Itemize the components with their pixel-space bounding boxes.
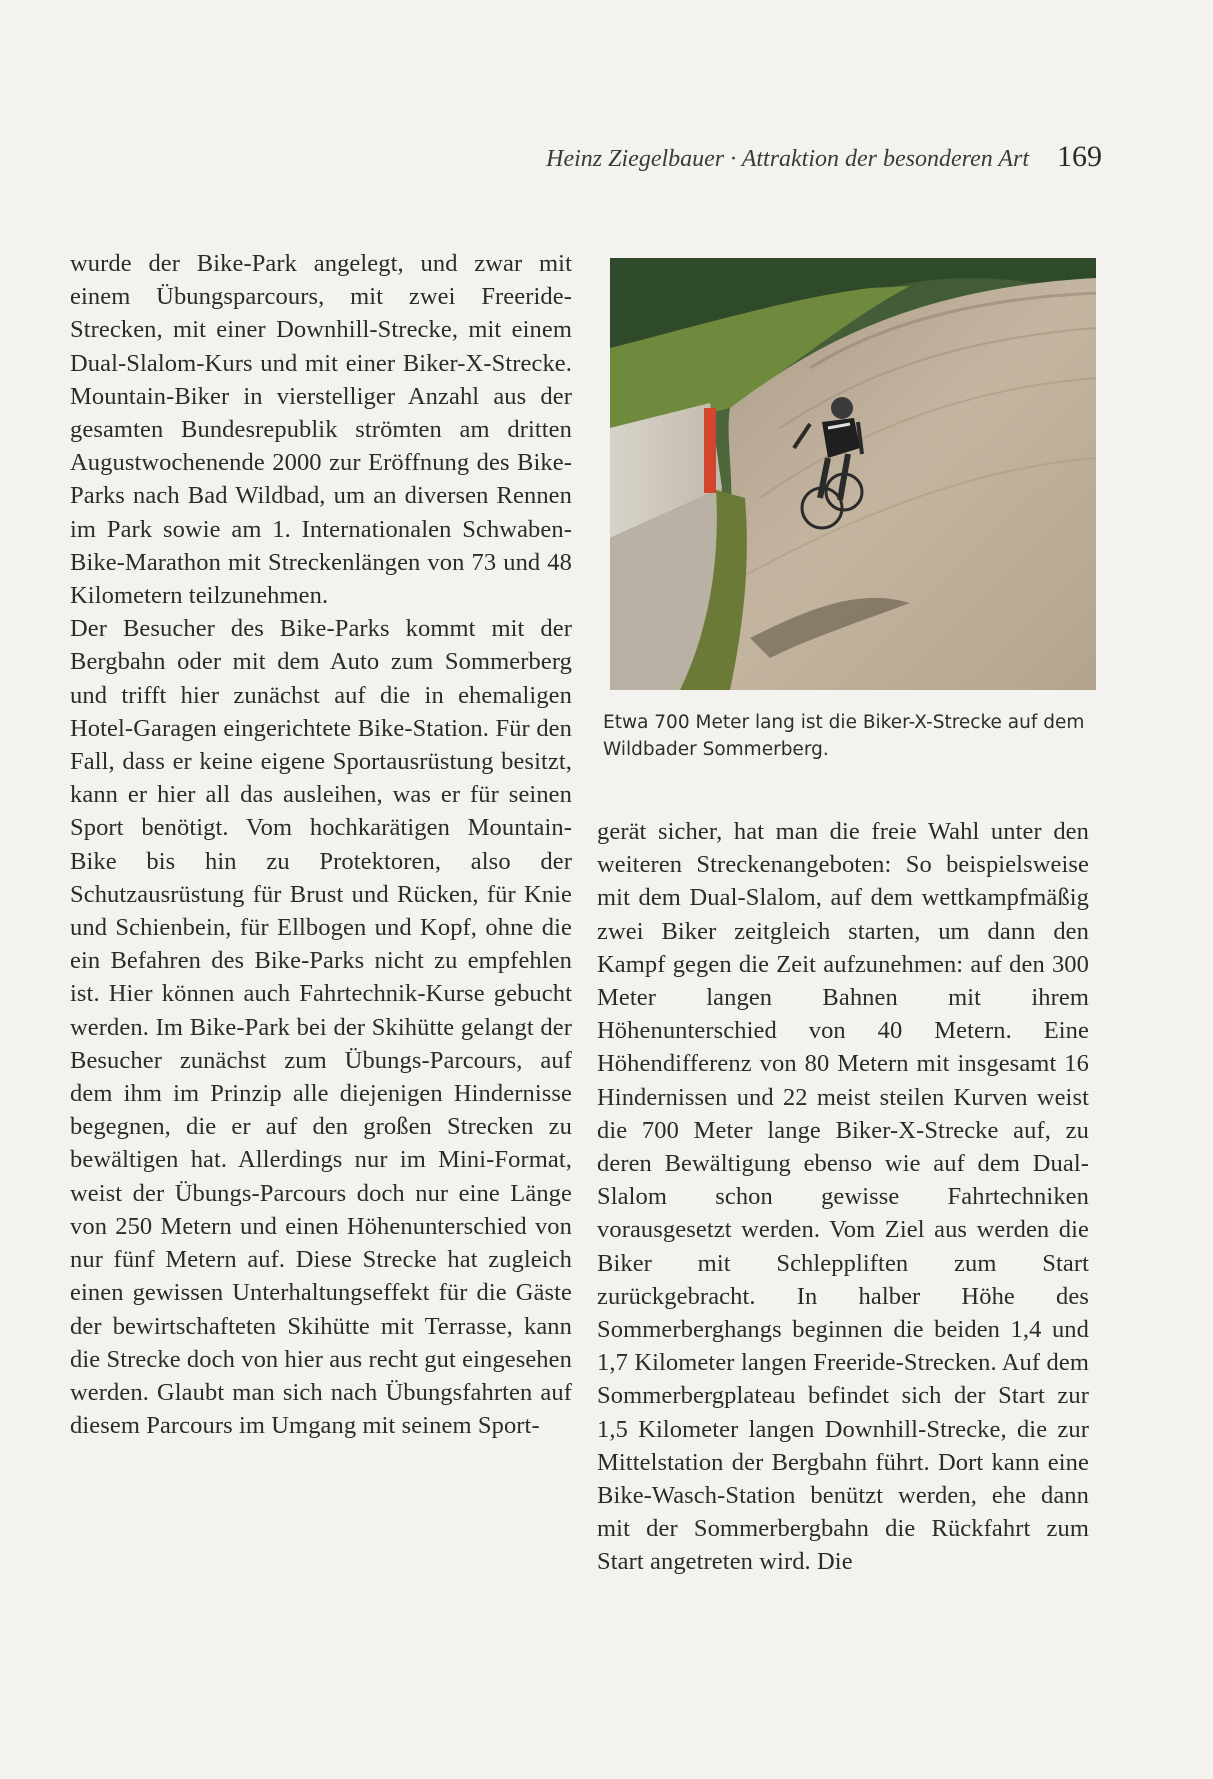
left-column xyxy=(70,247,572,1667)
page-header xyxy=(420,140,1102,174)
running-head: Heinz Ziegelbauer · Attraktion der besonderen Art xyxy=(546,146,1029,172)
page-number: 169 xyxy=(1057,140,1102,173)
right-column xyxy=(597,815,1089,1655)
right-paragraph-1: gerät sicher, hat man die freie Wahl unter den weiteren Streckenangeboten: So beispielsweise mit dem Dual-Slalom, auf dem wettkampfmäßig zwei Biker zeitgleich starten, um dann den Kampf gegen die Zeit aufzunehmen: auf den 300 Meter langen Bahnen mit ihrem Höhenunterschied von 40 Metern. Eine Höhendifferenz von 80 Metern mit insgesamt 16 Hindernissen und 22 meist steilen Kurven weist die 700 Meter lange Biker-X-Strecke auf, zu deren Bewältigung ebenso wie auf dem Dual-Slalom schon gewisse Fahrtechniken vorausgesetzt werden. Vom Ziel aus werden die Biker mit Schleppliften zum Start zurückgebracht. In halber Höhe des Sommerberghangs beginnen die beiden 1,4 und 1,7 Kilometer langen Freeride-Strecken. Auf dem Sommerbergplateau befindet sich der Start zur 1,5 Kilometer langen Downhill-Strecke, die zur Mittelstation der Bergbahn führt. Dort kann eine Bike-Wasch-Station benützt werden, ehe dann mit der Sommerbergbahn die Rückfahrt zum Start angetreten wird. Die xyxy=(597,818,1089,1576)
figure-caption: Etwa 700 Meter lang ist die Biker-X-Strecke auf dem Wildbader Sommerberg. xyxy=(603,712,1085,760)
bike-park-photo xyxy=(610,258,1096,690)
left-paragraph-1: wurde der Bike-Park angelegt, und zwar mit einem Übungsparcours, mit zwei Freeride-Strecken, mit einer Downhill-Strecke, mit einem Dual-Slalom-Kurs und mit einer Biker-X-Strecke. Mountain-Biker in vierstelliger Anzahl aus der gesamten Bundesrepublik strömten am dritten Augustwochenende 2000 zur Eröffnung des Bike-Parks nach Bad Wildbad, um an diversen Rennen im Park sowie am 1. Internationalen Schwaben-Bike-Marathon mit Streckenlängen von 73 und 48 Kilometern teilzunehmen. xyxy=(70,250,572,610)
left-paragraph-2: Der Besucher des Bike-Parks kommt mit der Bergbahn oder mit dem Auto zum Sommerberg und trifft hier zunächst auf die in ehemaligen Hotel-Garagen eingerichtete Bike-Station. Für den Fall, dass er keine eigene Sportausrüstung besitzt, kann er hier all das ausleihen, was er für seinen Sport benötigt. Vom hochkarätigen Mountain-Bike bis hin zu Protektoren, also der Schutzausrüstung für Brust und Rücken, für Knie und Schienbein, für Ellbogen und Kopf, ohne die ein Befahren des Bike-Parks nicht zu empfehlen ist. Hier können auch Fahrtechnik-Kurse gebucht werden. Im Bike-Park bei der Skihütte gelangt der Besucher zunächst zum Übungs-Parcours, auf dem ihm im Prinzip alle diejenigen Hindernisse begegnen, die er auf den großen Strecken zu bewältigen hat. Allerdings nur im Mini-Format, weist der Übungs-Parcours doch nur eine Länge von 250 Metern und einen Höhenunterschied von nur fünf Metern auf. Diese Strecke hat zugleich einen gewissen Unterhaltungseffekt für die Gäste der bewirtschafteten Skihütte mit Terrasse, kann die Strecke doch von hier aus recht gut eingesehen werden. Glaubt man sich nach Übungsfahrten auf diesem Parcours im Umgang mit seinem Sport- xyxy=(70,615,572,1440)
photo-illustration xyxy=(610,258,1096,690)
